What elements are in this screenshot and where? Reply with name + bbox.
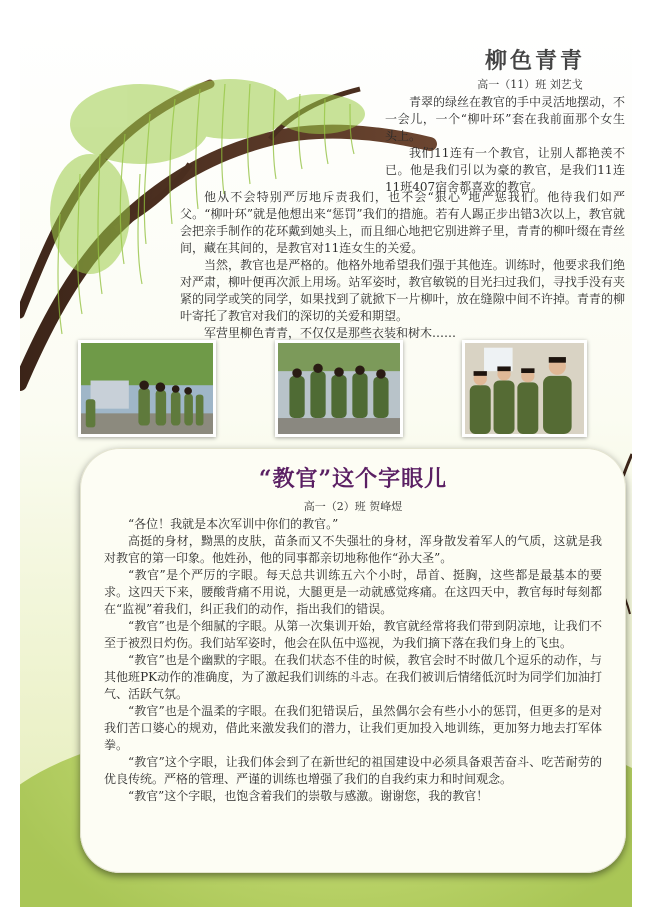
article2-paragraph: “教官”这个字眼，让我们体会到了在新世纪的祖国建设中必须具备艰苦奋斗、吃苦耐劳的优良传统。严格的管理、严谨的训练也增强了我们的自我约束力和时间观念。: [104, 755, 602, 786]
article1-paragraph: 军营里柳色青青，不仅仅是那些衣装和树木……: [204, 326, 457, 340]
article2-paragraph: “教官”也是个细腻的字眼。从第一次集训开始，教官就经常将我们带到阴凉地，让我们不至于被烈日灼伤。我们站军姿时，他会在队伍中巡视，为我们摘下落在我们身上的飞虫。: [104, 619, 602, 650]
article2-paragraph: 高挺的身材，黝黑的皮肤，苗条而又不失强壮的身材，浑身散发着军人的气质，这就是我对教官的第一印象。他姓孙，他的同事都亲切地称他作“孙大圣”。: [104, 534, 602, 565]
article1-body: [180, 189, 625, 342]
photo-students-camouflage: [275, 340, 403, 437]
newsletter-page: [20, 14, 632, 907]
article2-paragraph: “教官”也是个温柔的字眼。在我们犯错误后，虽然偶尔会有些小小的惩罚，但更多的是对我们苦口婆心的规劝，借此来激发我们的潜力，让我们更加投入地训练，更加努力地去打军体拳。: [104, 704, 602, 752]
article1-paragraph: 当然，教官也是严格的。他格外地希望我们强于其他连。训练时，他要求我们绝对严肃，柳叶便再次派上用场。站军姿时，教官敏锐的目光扫过我们，寻找手没有夹紧的同学或笑的同学，如果找到了就掀下一片柳叶，放在缝隙中间不许掉。青青的柳叶寄托了教官对我们的深切的关爱和期望。: [180, 258, 625, 323]
article1-paragraph: 他从不会特别严厉地斥责我们，也不会“狠心”地严惩我们。他待我们如严父。“柳叶环”就是他想出来“惩罚”我们的措施。若有人踢正步出错3次以上，教官就会把亲手制作的花环戴到她头上，而且细心地把它别进辫子里，青青的柳叶缀在青丝间，藏在其间的，是教官对11连女生的关爱。: [180, 190, 625, 255]
article1-paragraph: 我们11连有一个教官，让别人都艳羡不已。他是我们引以为豪的教官，是我们11连11班407宿舍都喜欢的教官。: [385, 146, 625, 194]
article2-body: [104, 516, 602, 805]
article2-byline: 高一（2）班 贺峰煜: [303, 500, 403, 513]
article2-paragraph: “教官”也是个幽默的字眼。在我们状态不佳的时候，教官会时不时做几个逗乐的动作，与其他班PK动作的准确度，为了激起我们训练的斗志。在我们被训后情绪低沉时为同学们加油打气、活跃气氛。: [104, 653, 602, 701]
article2-paragraph: “教官”这个字眼，也饱含着我们的崇敬与感激。谢谢您，我的教官！: [128, 789, 489, 803]
article2-paragraph: “教官”是个严厉的字眼。每天总共训练五六个小时，昂首、挺胸，这些都是最基本的要求。这四天下来，腰酸背痛不用说，大腿更是一动就感觉疼痛。在这四天中，教官每时每刻都在“监视”着我们，纠正我们的动作，指出我们的错误。: [104, 568, 602, 616]
article1-intro: [385, 94, 625, 196]
article2-paragraph: “各位！我就是本次军训中你们的教官。”: [128, 517, 339, 531]
photo-students-indoor: [462, 340, 587, 437]
article2-title: “教官”这个字眼儿: [258, 466, 448, 492]
article1-byline: 高一（11）班 刘艺戈: [477, 78, 583, 91]
photo-students-lineup: [78, 340, 216, 437]
article1-paragraph: 青翠的绿丝在教官的手中灵活地摆动，不一会儿，一个“柳叶环”套在我前面那个女生头上。: [385, 95, 626, 143]
article2-panel: [80, 448, 626, 873]
article1-title: 柳色青青: [484, 48, 585, 74]
